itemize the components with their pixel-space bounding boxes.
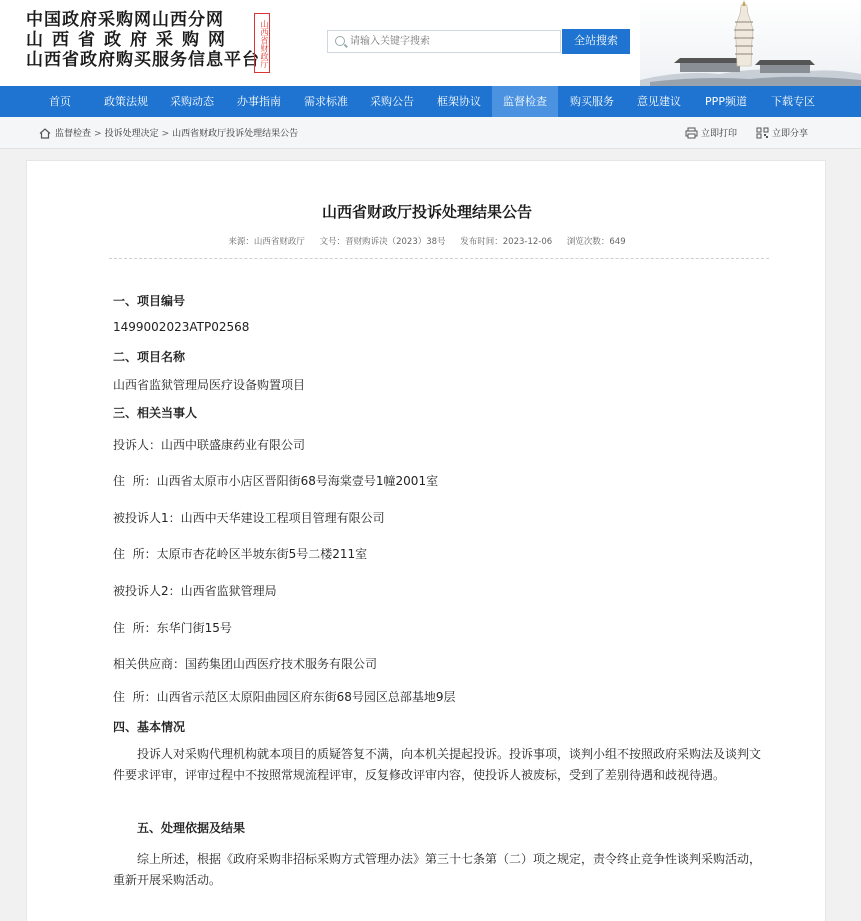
breadcrumb-separator: > [161,129,170,139]
nav-item-downloads[interactable]: 下载专区 [771,95,815,108]
search-button[interactable]: 全站搜索 [562,29,630,54]
nav-item-ppp[interactable]: PPP频道 [705,95,747,108]
section-heading: 三、相关当事人 [113,406,198,420]
title-divider [109,258,769,259]
section-heading: 一、项目编号 [113,294,186,308]
decision-paragraph: 综上所述，根据《政府采购非招标采购方式管理办法》第三十七条第（二）项之规定，责令终止竞争性谈判采购活动，重新开展采购活动。 [113,852,762,887]
search-icon [335,36,345,46]
main-nav [0,86,861,117]
qr-code-icon [756,127,769,139]
share-label: 立即分享 [772,129,809,139]
complainant-address: 住 所：山西省太原市小店区晋阳街68号海棠壹号1幢2001室 [113,474,439,488]
nav-item-services[interactable]: 购买服务 [570,95,614,108]
nav-item-framework[interactable]: 框架协议 [437,95,481,108]
nav-item-news[interactable]: 采购动态 [170,95,214,108]
breadcrumb [55,126,298,139]
nav-item-feedback[interactable]: 意见建议 [637,95,681,108]
related-supplier: 相关供应商：国药集团山西医疗技术服务有限公司 [113,657,378,671]
meta-view-count: 浏览次数：649 [566,237,626,247]
respondent-2: 被投诉人2：山西省监狱管理局 [113,584,277,598]
finance-dept-seal: 山西省财政厅 [254,13,270,73]
complainant: 投诉人：山西中联盛康药业有限公司 [113,438,306,452]
project-number: 1499002023ATP02568 [113,320,250,334]
site-logo-text[interactable] [26,10,260,70]
related-supplier-address: 住 所：山西省示范区太原阳曲园区府东街68号园区总部基地9层 [113,690,456,704]
nav-item-guide[interactable]: 办事指南 [237,95,281,108]
nav-item-supervision[interactable]: 监督检查 [492,86,558,117]
print-label: 立即打印 [701,129,738,139]
article-card [26,160,826,921]
article-title: 山西省财政厅投诉处理结果公告 [321,203,532,221]
nav-item-home[interactable]: 首页 [49,95,71,108]
article-meta [27,235,827,247]
site-title-line2: 山西省政府采购网 [26,30,234,50]
nav-item-policies[interactable]: 政策法规 [104,95,148,108]
section-heading: 五、处理依据及结果 [113,821,246,835]
breadcrumb-separator: > [94,129,102,139]
print-button[interactable] [685,126,737,139]
breadcrumb-bar [0,117,861,149]
nav-item-notices[interactable]: 采购公告 [370,95,414,108]
respondent-1: 被投诉人1：山西中天华建设工程项目管理有限公司 [113,511,385,525]
home-icon[interactable] [39,128,51,139]
respondent-1-address: 住 所：太原市杏花岭区半坡东街5号二楼211室 [113,547,368,561]
nav-item-standards[interactable]: 需求标准 [304,95,348,108]
site-title-line3: 山西省政府购买服务信息平台 [26,50,260,70]
share-button[interactable] [756,126,808,139]
pagoda-banner-image [640,0,861,86]
meta-doc-number: 文号：晋财购诉决（2023）38号 [319,237,446,247]
basic-situation-paragraph: 投诉人对采购代理机构就本项目的质疑答复不满，向本机关提起投诉。投诉事项，谈判小组不按照政府采购法及谈判文件要求评审，评审过程中不按照常规流程评审，反复修改评审内容，使投诉人被废标，受到了差别待遇和歧视待遇。 [113,747,762,782]
meta-source: 来源：山西省财政厅 [228,237,305,247]
printer-icon [685,127,698,139]
section-heading: 二、项目名称 [113,350,186,364]
search-input[interactable] [350,33,555,50]
site-title-line1: 中国政府采购网山西分网 [26,10,224,30]
breadcrumb-current: 山西省财政厅投诉处理结果公告 [172,129,299,139]
meta-publish-date: 发布时间：2023-12-06 [460,237,553,247]
section-heading: 四、基本情况 [113,720,186,734]
breadcrumb-supervision[interactable]: 监督检查 [55,129,92,139]
project-name: 山西省监狱管理局医疗设备购置项目 [113,378,306,392]
search-box [327,30,561,53]
breadcrumb-complaint-decisions[interactable]: 投诉处理决定 [104,129,159,139]
site-header [0,0,861,86]
respondent-2-address: 住 所：东华门街15号 [113,621,232,635]
